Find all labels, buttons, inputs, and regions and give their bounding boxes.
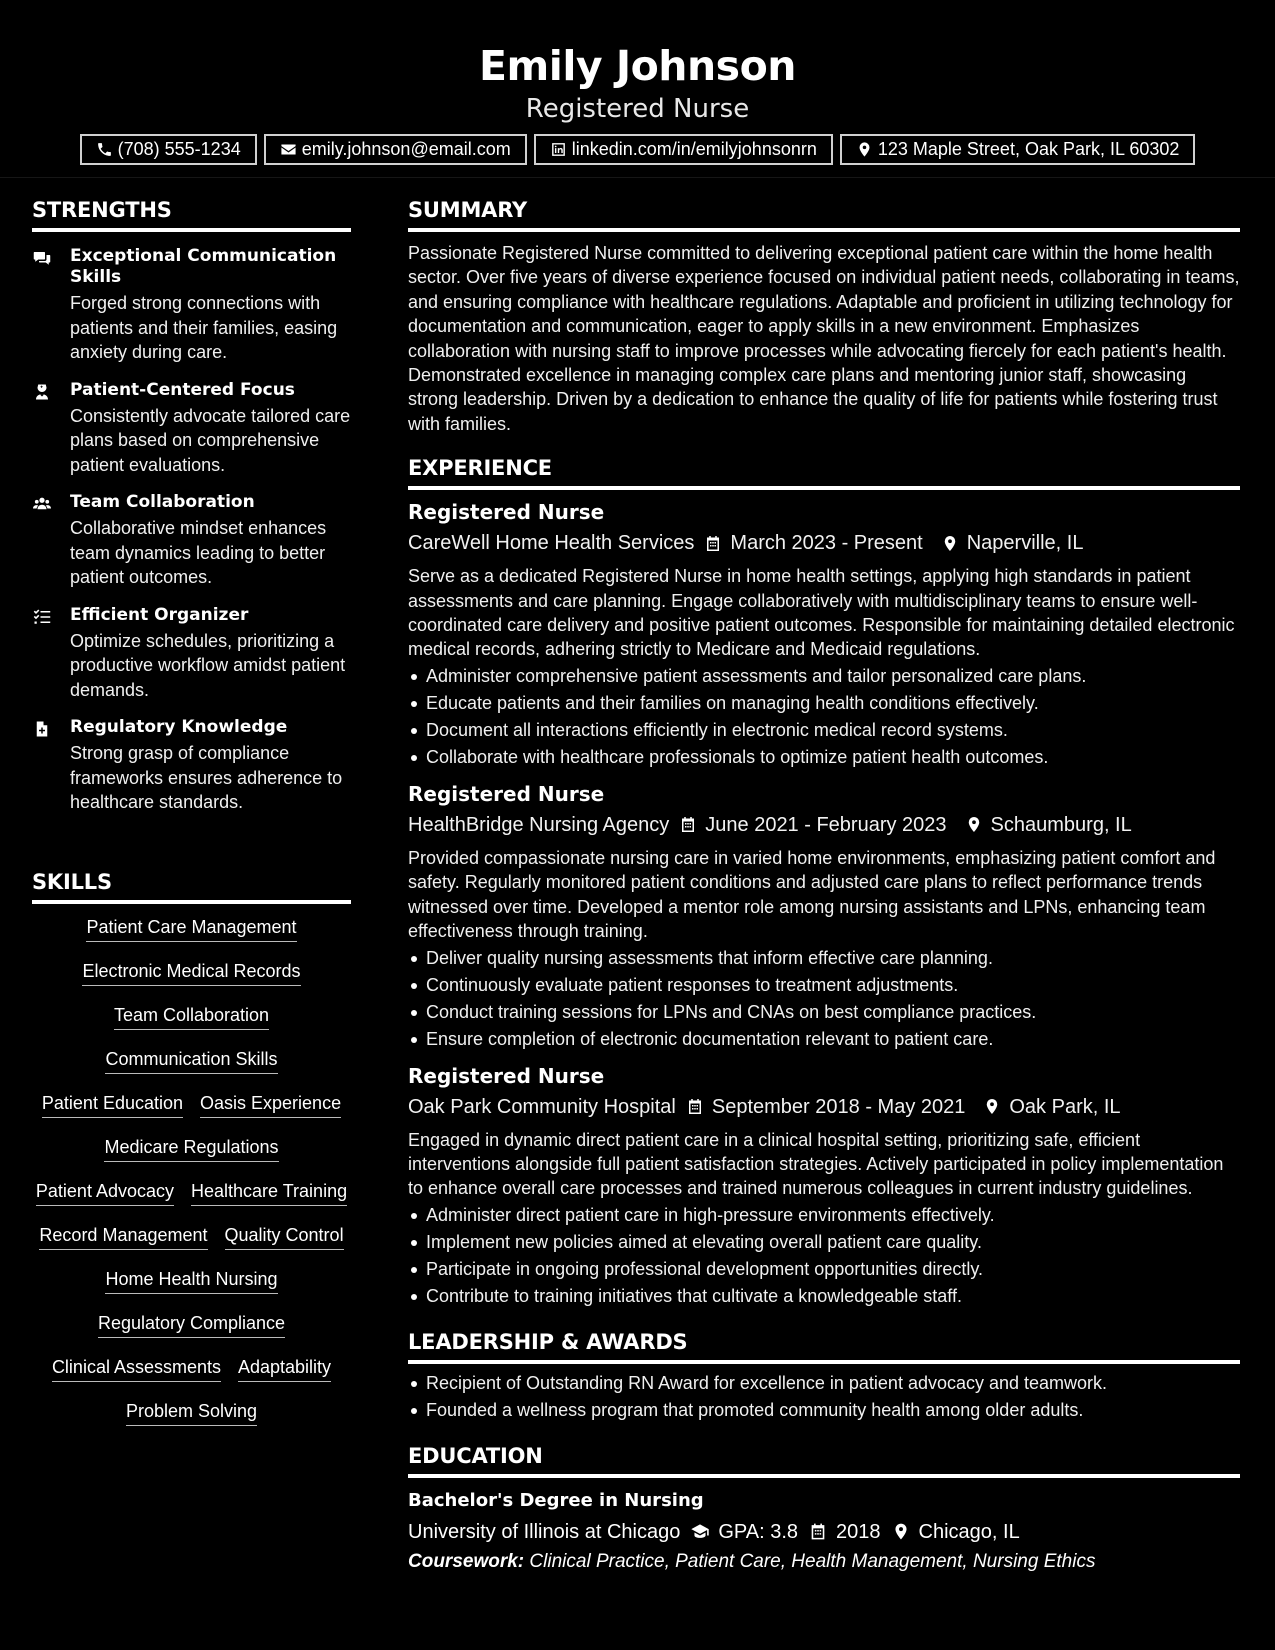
job-meta bbox=[408, 812, 1240, 838]
edu-coursework bbox=[408, 1549, 1240, 1575]
summary-text: Passionate Registered Nurse committed to delivering exceptional patient care within the home health sector. Over five years of diverse experience focused on individual patient needs, collaborating in teams, and ensuring compliance with healthcare regulations. Adaptable and proficient in utilizing technology for documentation and communication, eager to apply skills in a new environment. Emphasizes collaboration with nursing staff to improve processes while advocating fiercely for each patient's health. Demonstrated excellence in managing complex care plans and mentoring junior staff, showcasing strong leadership. Driven by a dedication to enhance the quality of life for patients while fostering trust with families. bbox=[408, 243, 1240, 434]
job-entry bbox=[408, 781, 1240, 1053]
job-title: Registered Nurse bbox=[408, 1063, 605, 1088]
education-section bbox=[408, 1444, 1240, 1575]
list-item: Educate patients and their families on managing health conditions effectively. bbox=[408, 690, 1240, 717]
phone-text: (708) 555-1234 bbox=[117, 139, 241, 159]
edu-location: Chicago, IL bbox=[918, 1520, 1020, 1543]
job-location: Naperville, IL bbox=[966, 532, 1084, 555]
file-medical-icon bbox=[32, 720, 52, 738]
contact-address[interactable] bbox=[840, 134, 1196, 165]
list-item: Administer direct patient care in high-pressure environments effectively. bbox=[408, 1202, 1240, 1229]
calendar-icon bbox=[808, 1522, 828, 1541]
skills-heading: SKILLS bbox=[32, 870, 351, 904]
users-icon bbox=[32, 495, 52, 513]
list-item: Ensure completion of electronic documentation relevant to patient care. bbox=[408, 1026, 1240, 1053]
strength-desc: Optimize schedules, prioritizing a productive workflow amidst patient demands. bbox=[70, 630, 346, 700]
strength-title: Team Collaboration bbox=[70, 492, 255, 512]
address-text: 123 Maple Street, Oak Park, IL 60302 bbox=[877, 139, 1180, 159]
strength-desc: Strong grasp of compliance frameworks ensures adherence to healthcare standards. bbox=[70, 743, 343, 812]
skill-tag: Home Health Nursing bbox=[105, 1268, 277, 1294]
list-item: Administer comprehensive patient assessments and tailor personalized care plans. bbox=[408, 663, 1240, 690]
map-pin-icon bbox=[891, 1522, 911, 1541]
calendar-icon bbox=[704, 534, 722, 553]
skill-tag: Communication Skills bbox=[105, 1048, 277, 1074]
leadership-heading: LEADERSHIP & AWARDS bbox=[408, 1330, 1240, 1364]
summary-heading: SUMMARY bbox=[408, 198, 1240, 232]
coursework-label: Coursework: bbox=[408, 1550, 525, 1572]
skill-tag: Adaptability bbox=[238, 1356, 331, 1382]
resume-header bbox=[0, 0, 1275, 178]
edu-year: 2018 bbox=[836, 1520, 881, 1543]
edu-meta bbox=[408, 1519, 1240, 1545]
skills-list bbox=[32, 916, 351, 1426]
envelope-icon bbox=[280, 141, 297, 158]
skill-tag: Record Management bbox=[39, 1224, 207, 1250]
experience-heading: EXPERIENCE bbox=[408, 456, 1240, 490]
job-bullets bbox=[408, 1202, 1240, 1310]
job-company: Oak Park Community Hospital bbox=[408, 1095, 676, 1118]
leadership-section bbox=[408, 1330, 1240, 1424]
nurse-icon bbox=[32, 383, 52, 401]
job-title: Registered Nurse bbox=[408, 500, 605, 525]
skill-tag: Medicare Regulations bbox=[104, 1136, 278, 1162]
experience-section bbox=[408, 456, 1240, 1309]
job-dates: September 2018 - May 2021 bbox=[711, 1095, 966, 1118]
strength-desc: Forged strong connections with patients and their families, easing anxiety during care. bbox=[70, 293, 338, 362]
skill-tag: Healthcare Training bbox=[191, 1180, 347, 1206]
skill-tag: Quality Control bbox=[225, 1224, 344, 1250]
map-pin-icon bbox=[856, 141, 873, 158]
list-item: Conduct training sessions for LPNs and CNAs on best compliance practices. bbox=[408, 999, 1240, 1026]
list-item: Continuously evaluate patient responses to treatment adjustments. bbox=[408, 972, 1240, 999]
strength-title: Patient-Centered Focus bbox=[70, 379, 295, 400]
comments-icon bbox=[32, 249, 52, 267]
contact-phone[interactable] bbox=[80, 134, 257, 165]
candidate-name: Emily Johnson bbox=[479, 42, 796, 90]
list-item: Document all interactions efficiently in electronic medical record systems. bbox=[408, 717, 1240, 744]
job-entry bbox=[408, 1063, 1240, 1310]
strengths-list bbox=[32, 246, 351, 815]
linkedin-icon bbox=[550, 141, 567, 158]
strength-desc: Collaborative mindset enhances team dynamics leading to better patient outcomes. bbox=[70, 518, 327, 587]
strengths-section bbox=[32, 198, 351, 830]
calendar-icon bbox=[686, 1097, 704, 1116]
skill-tag: Regulatory Compliance bbox=[98, 1312, 285, 1338]
strength-title: Efficient Organizer bbox=[70, 604, 249, 625]
list-item: Implement new policies aimed at elevating overall patient care quality. bbox=[408, 1229, 1240, 1256]
edu-school: University of Illinois at Chicago bbox=[408, 1520, 681, 1543]
linkedin-text: linkedin.com/in/emilyjohnsonrn bbox=[571, 139, 817, 159]
job-entry bbox=[408, 499, 1240, 771]
skill-tag: Clinical Assessments bbox=[52, 1356, 221, 1382]
list-item: Collaborate with healthcare professionals to optimize patient health outcomes. bbox=[408, 744, 1240, 771]
main-column bbox=[408, 198, 1240, 1575]
strength-item bbox=[32, 717, 351, 815]
leadership-list bbox=[408, 1370, 1240, 1424]
job-meta bbox=[408, 530, 1240, 556]
graduation-cap-icon bbox=[690, 1522, 710, 1541]
map-pin-icon bbox=[965, 815, 983, 834]
email-text: emily.johnson@email.com bbox=[301, 139, 511, 159]
education-heading: EDUCATION bbox=[408, 1444, 1240, 1478]
strength-title: Regulatory Knowledge bbox=[70, 717, 288, 737]
list-item: Contribute to training initiatives that cultivate a knowledgeable staff. bbox=[408, 1283, 1240, 1310]
map-pin-icon bbox=[983, 1097, 1001, 1116]
skill-tag: Team Collaboration bbox=[114, 1004, 269, 1030]
calendar-icon bbox=[679, 815, 697, 834]
strength-item bbox=[32, 605, 351, 703]
contact-bar bbox=[0, 134, 1275, 165]
list-item: Founded a wellness program that promoted community health among older adults. bbox=[408, 1397, 1240, 1424]
coursework-text: Clinical Practice, Patient Care, Health Management, Nursing Ethics bbox=[529, 1550, 1096, 1572]
skills-section bbox=[32, 870, 351, 1426]
skill-tag: Patient Care Management bbox=[86, 916, 296, 942]
job-meta bbox=[408, 1094, 1240, 1120]
list-item: Recipient of Outstanding RN Award for excellence in patient advocacy and teamwork. bbox=[408, 1370, 1240, 1397]
phone-icon bbox=[96, 141, 113, 158]
job-dates: March 2023 - Present bbox=[730, 532, 923, 555]
job-location: Schaumburg, IL bbox=[990, 813, 1132, 836]
strength-desc: Consistently advocate tailored care plans based on comprehensive patient evaluations. bbox=[70, 405, 351, 475]
skill-tag: Patient Advocacy bbox=[36, 1180, 174, 1206]
list-check-icon bbox=[32, 608, 52, 626]
summary-section bbox=[408, 198, 1240, 436]
skill-tag: Patient Education bbox=[42, 1092, 183, 1118]
edu-degree: Bachelor's Degree in Nursing bbox=[408, 1489, 704, 1511]
job-description: Serve as a dedicated Registered Nurse in home health settings, applying high standards in patient assessments and care planning. Engage collaboratively with multidisciplinary teams to ensure well-coordinated care delivery and positive patient outcomes. Responsible for maintaining detailed electronic medical records, adhering strictly to Medicare and Medicaid regulations. bbox=[408, 566, 1235, 660]
map-pin-icon bbox=[941, 534, 959, 553]
job-description: Engaged in dynamic direct patient care in a clinical hospital setting, prioritizing safe, efficient interventions alongside full patient satisfaction strategies. Actively participated in policy implementation to enhance overall care processes and trained numerous colleagues in current industry guidelines. bbox=[408, 1129, 1224, 1199]
candidate-title: Registered Nurse bbox=[525, 94, 750, 124]
job-title: Registered Nurse bbox=[408, 781, 605, 806]
contact-email[interactable] bbox=[264, 134, 527, 165]
skill-tag: Electronic Medical Records bbox=[82, 960, 300, 986]
list-item: Deliver quality nursing assessments that inform effective care planning. bbox=[408, 945, 1240, 972]
edu-gpa: GPA: 3.8 bbox=[718, 1520, 799, 1543]
job-bullets bbox=[408, 945, 1240, 1053]
skill-tag: Problem Solving bbox=[126, 1400, 257, 1426]
strength-item bbox=[32, 492, 351, 590]
strength-item bbox=[32, 380, 351, 478]
job-description: Provided compassionate nursing care in varied home environments, emphasizing patient comfort and safety. Regularly monitored patient conditions and adjusted care plans to reflect performance trends witnessed over time. Developed a mentor role among nursing assistants and LPNs, enhancing team effectiveness through training. bbox=[408, 847, 1216, 942]
strengths-heading: STRENGTHS bbox=[32, 198, 351, 232]
skill-tag: Oasis Experience bbox=[200, 1092, 341, 1118]
strength-title: Exceptional Communication Skills bbox=[70, 246, 337, 287]
list-item: Participate in ongoing professional development opportunities directly. bbox=[408, 1256, 1240, 1283]
contact-linkedin[interactable] bbox=[534, 134, 833, 165]
job-company: CareWell Home Health Services bbox=[408, 532, 695, 555]
job-bullets bbox=[408, 663, 1240, 771]
job-company: HealthBridge Nursing Agency bbox=[408, 813, 670, 836]
job-location: Oak Park, IL bbox=[1009, 1095, 1121, 1118]
job-dates: June 2021 - February 2023 bbox=[705, 813, 947, 836]
strength-item bbox=[32, 246, 351, 365]
